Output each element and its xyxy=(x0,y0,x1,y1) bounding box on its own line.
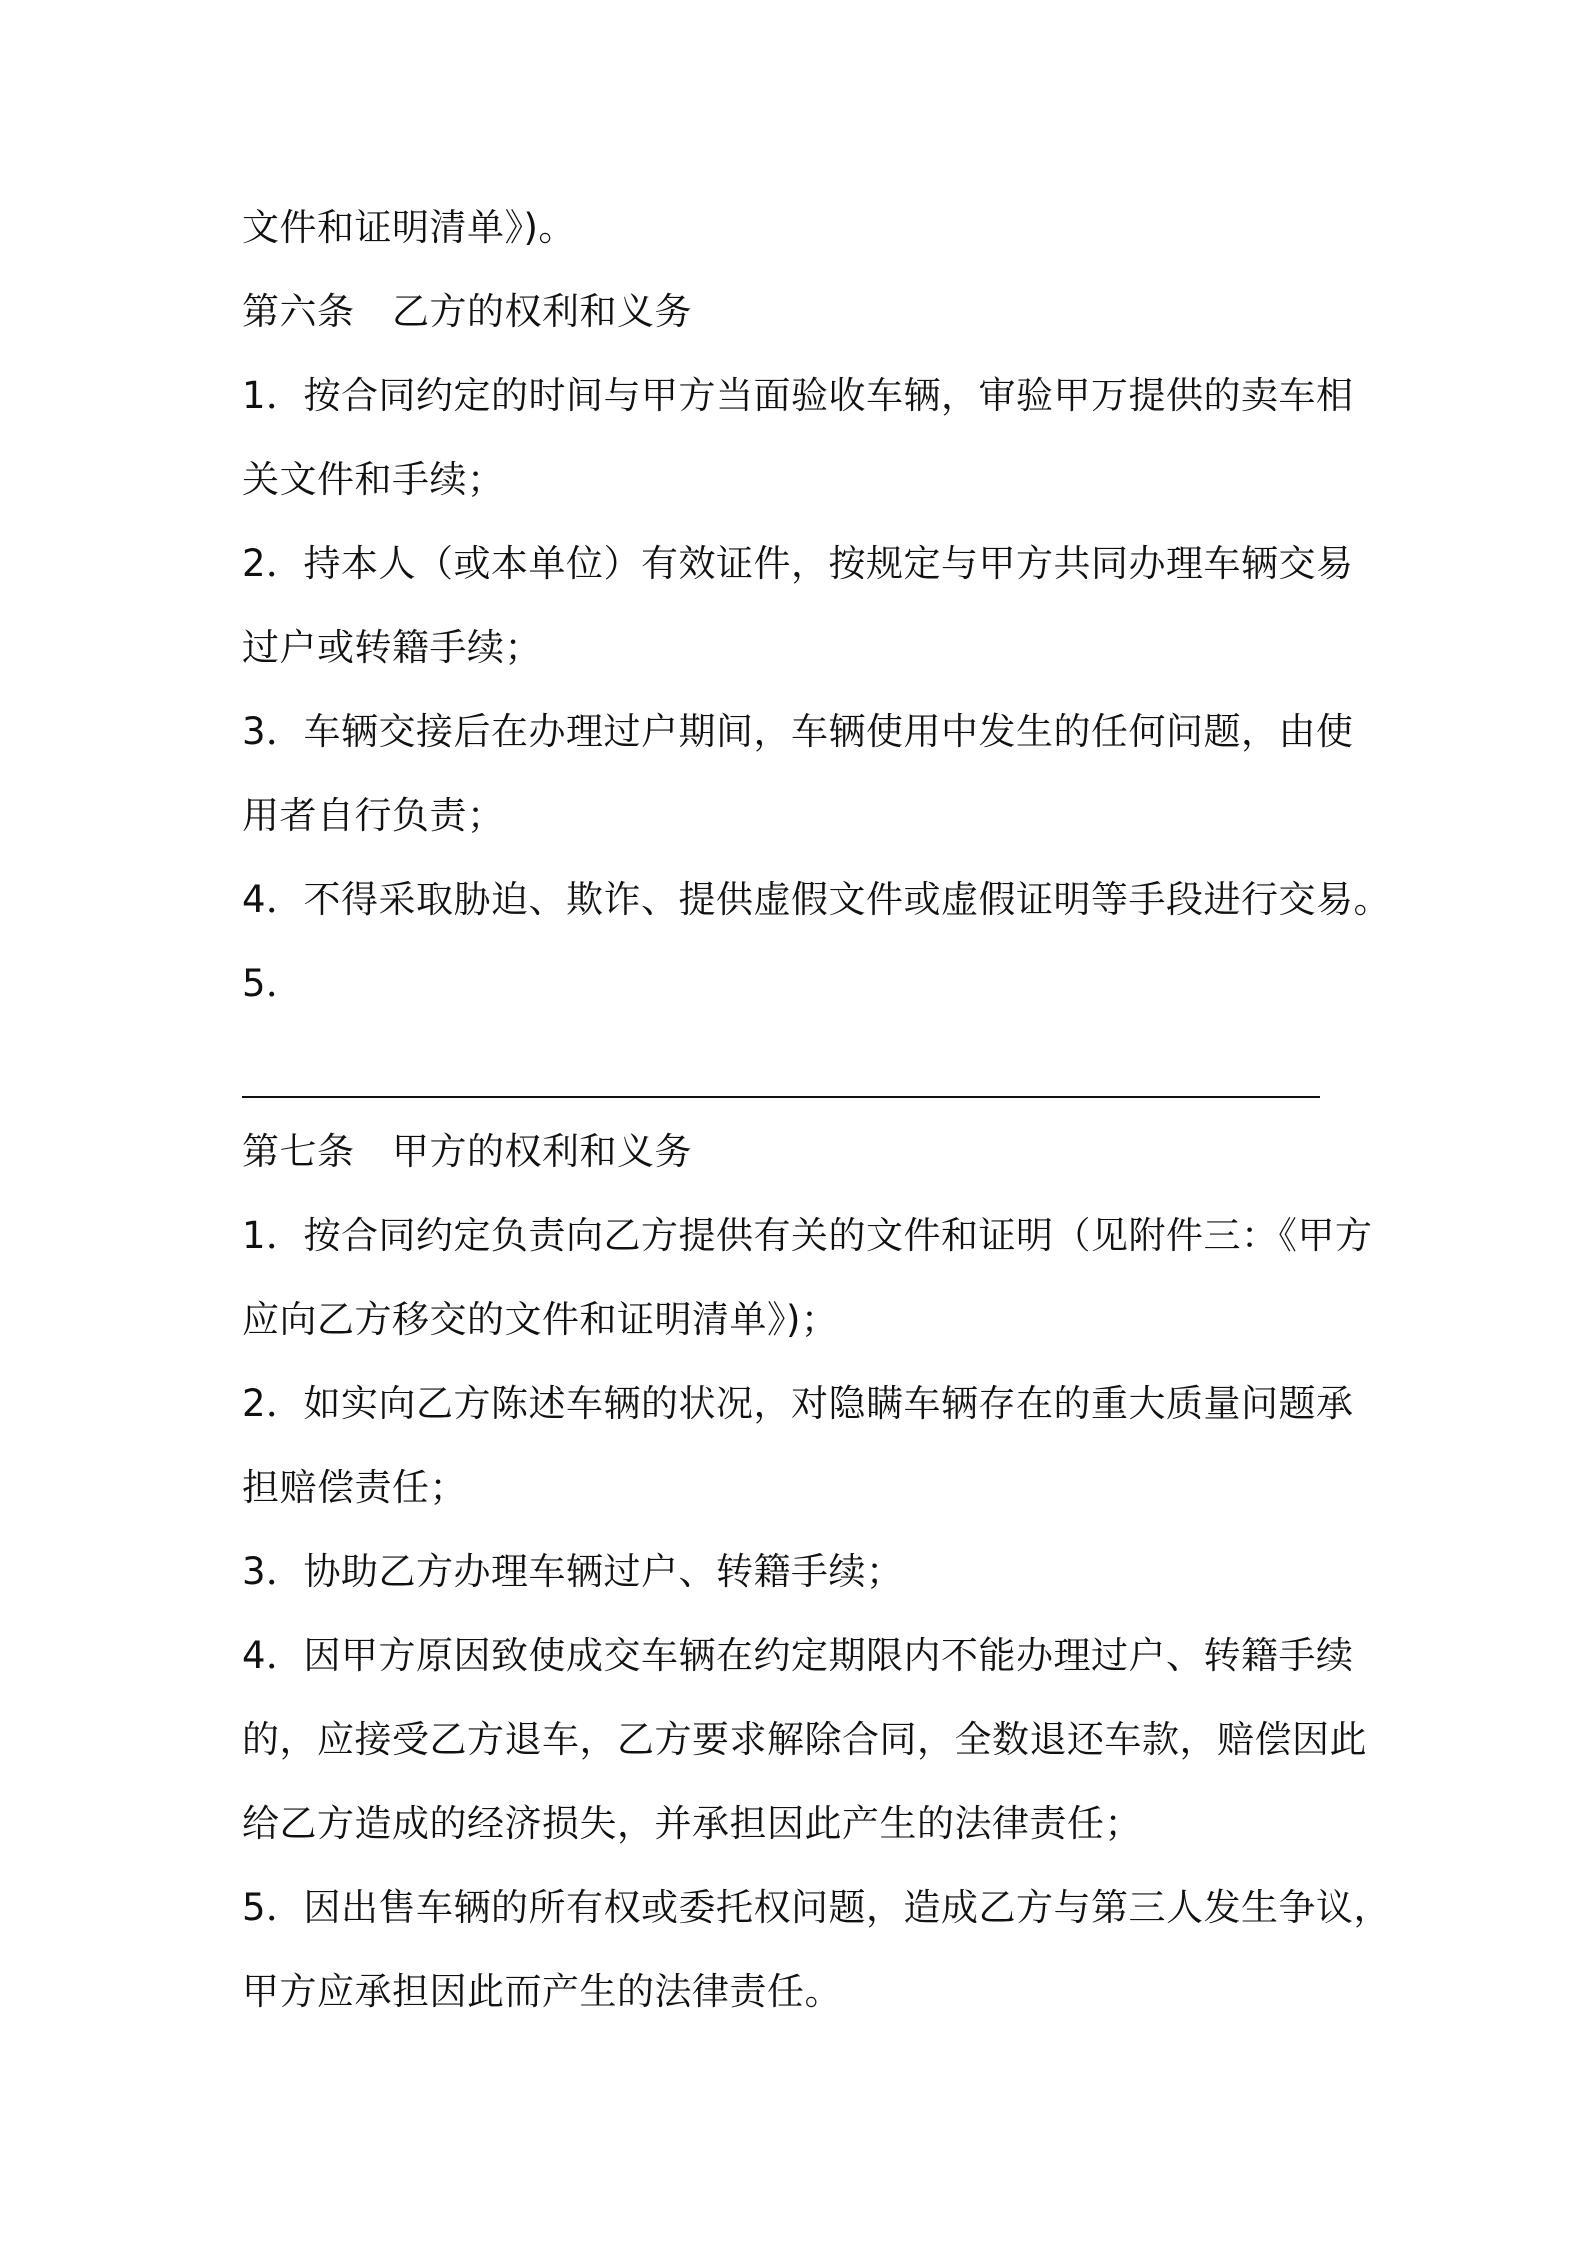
text-line: 2．如实向乙方陈述车辆的状况，对隐瞒车辆存在的重大质量问题承 xyxy=(242,1382,1354,1425)
article-7-heading: 第七条 甲方的权利和义务 xyxy=(242,1130,692,1173)
text-line: 担赔偿责任； xyxy=(242,1466,467,1509)
text-line: 2．持本人（或本单位）有效证件，按规定与甲方共同办理车辆交易 xyxy=(242,542,1354,585)
text-line: 3．车辆交接后在办理过户期间，车辆使用中发生的任何问题，由使 xyxy=(242,710,1354,753)
text-line: 甲方应承担因此而产生的法律责任。 xyxy=(242,1970,842,2013)
article-6-heading: 第六条 乙方的权利和义务 xyxy=(242,290,692,333)
text-line: 用者自行负责； xyxy=(242,794,505,837)
text-line: 的，应接受乙方退车，乙方要求解除合同，全数退还车款，赔偿因此 xyxy=(242,1718,1367,1761)
text-line: 文件和证明清单》)。 xyxy=(242,206,576,249)
text-line: 1．按合同约定的时间与甲方当面验收车辆，审验甲万提供的卖车相 xyxy=(242,374,1354,417)
text-line: 关文件和手续； xyxy=(242,458,505,501)
text-line: 1．按合同约定负责向乙方提供有关的文件和证明（见附件三：《甲方 xyxy=(242,1214,1373,1257)
text-line: 5．因出售车辆的所有权或委托权问题，造成乙方与第三人发生争议， xyxy=(242,1886,1392,1929)
fill-in-blank-line xyxy=(242,1096,1320,1098)
text-line: 4．不得采取胁迫、欺诈、提供虚假文件或虚假证明等手段进行交易。 xyxy=(242,878,1392,921)
text-line: 4．因甲方原因致使成交车辆在约定期限内不能办理过户、转籍手续 xyxy=(242,1634,1354,1677)
text-line: 应向乙方移交的文件和证明清单》)； xyxy=(242,1298,839,1341)
text-line: 给乙方造成的经济损失，并承担因此产生的法律责任； xyxy=(242,1802,1142,1845)
text-line: 过户或转籍手续； xyxy=(242,626,542,669)
text-line: 3．协助乙方办理车辆过户、转籍手续； xyxy=(242,1550,904,1593)
text-line: 5． xyxy=(242,962,304,1005)
